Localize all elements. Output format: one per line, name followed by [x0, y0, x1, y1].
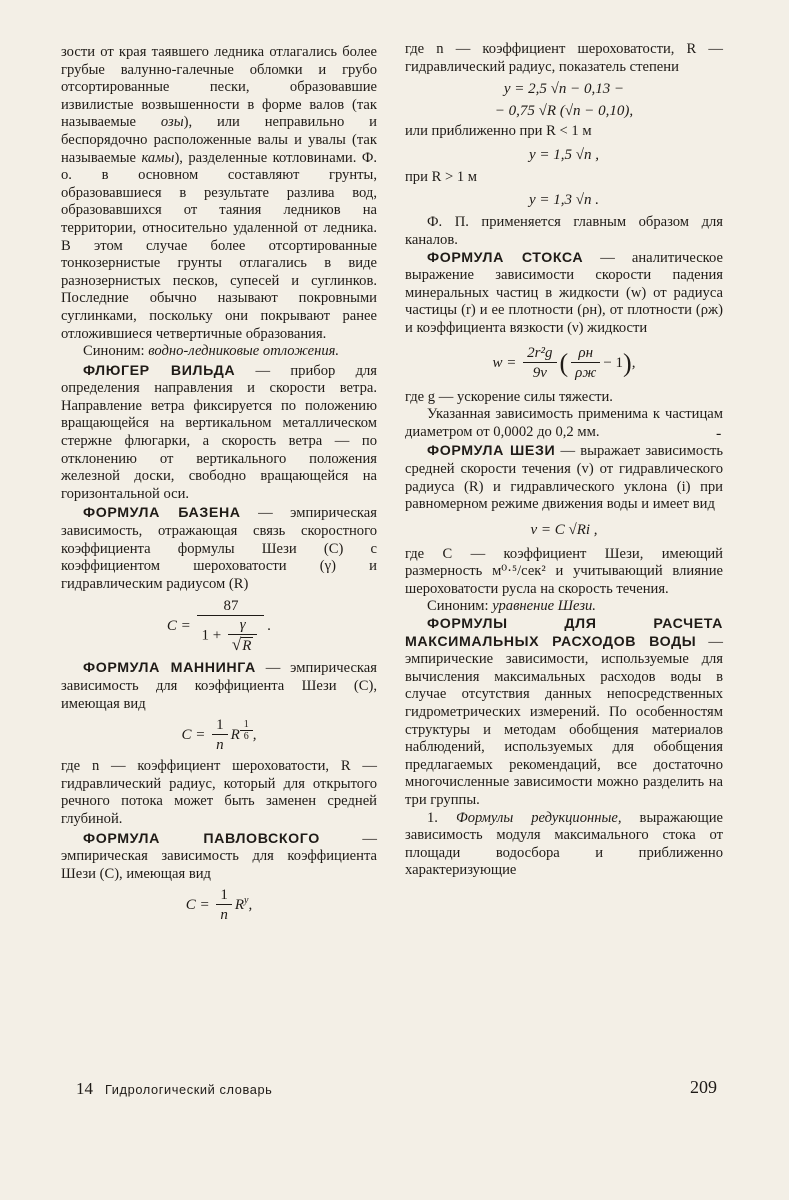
signature-number: 14	[76, 1079, 93, 1098]
formula-exponent-2: y = 1,5 √n ,	[528, 146, 599, 163]
formula-exponent-1a: y = 2,5 √n − 0,13 −	[503, 81, 625, 98]
paragraph-ozy-continuation: зости от края таявшего ледника отлагались более грубые валунно-галечные обломки и грубо отсортированные пески, образовавшие извилистые возвышенности в форме валов (так называемые озы), или неправильно и беспорядочно расположенные валы и увалы (так называемые камы), разделенные котловинами. Ф. о. в основном составляют грунты, образовавшиеся в результате разлива вод, образовавшихся от таяния ледников на территории, относительно удаленной от ледника. В этом случае более отсортированные тонкозернистые грунты отлагались в виде разнозернистых песков, супесей и суглинков. Последние обычно называют покровными суглинками, поскольку они покрывают ранее отложившиеся четвертичные образования.	[61, 44, 377, 342]
entry-term: ФОРМУЛА БАЗЕНА	[83, 505, 241, 522]
pavlovsky-usage: Ф. П. применяется главным образом для каналов.	[405, 214, 723, 248]
page-number: 209	[690, 1077, 717, 1097]
entry-formula-pavlovskogo: ФОРМУЛА ПАВЛОВСКОГО — эмпирическая зависимость для коэффициента Шези (C), имеющая вид	[61, 830, 377, 882]
print-mark: -	[716, 425, 722, 442]
entry-term: ФОРМУЛА ПАВЛОВСКОГО	[83, 830, 320, 847]
stokes-explanation: где g — ускорение силы тяжести.	[405, 388, 613, 405]
list-item-reduction-formulas: 1. Формулы редукционные, выражающие зависимость модуля максимального стока от площади водосбора и приближенно характеризующие	[405, 809, 724, 879]
approx-condition-2: при R > 1 м	[405, 168, 478, 185]
synonym-chezy: Синоним: уравнение Шези.	[427, 598, 596, 615]
formula-bazena: C = 87 1 + $\frac{\gamma}{√R}$ .	[166, 598, 272, 655]
entry-formula-shezi: ФОРМУЛА ШЕЗИ — выражает зависимость средней скорости течения (v) от гидравлического радиуса (R) и гидравлического уклона (i) при равномерном режиме движения воды и имеет вид	[405, 443, 724, 513]
pavlovsky-explanation: где n — коэффициент шероховатости, R — гидравлический радиус, показатель степени	[405, 41, 723, 75]
synonym-fluvioglacial: Синоним: водно-ледниковые отложения.	[83, 343, 340, 360]
formula-exponent-1b: − 0,75 √R (√n − 0,10),	[494, 103, 634, 120]
formula-shezi: v = C √Ri ,	[530, 521, 598, 538]
footer-left	[76, 1079, 272, 1099]
stokes-applicability: Указанная зависимость применима к частицам диаметром от 0,0002 до 0,2 мм.	[405, 406, 723, 440]
entry-formula-bazena: ФОРМУЛА БАЗЕНА — эмпирическая зависимость, отражающая связь скоростного коэффициента формулы Шези (C) с коэффициентом шероховатости (γ) и гидравлическим радиусом (R)	[61, 505, 377, 592]
entry-fluger-vilda: ФЛЮГЕР ВИЛЬДА — прибор для определения направления и скорости ветра. Направление ветра фиксируется по положению вращающейся на вертикальном металлическом стержне флюгарки, а скорость ветра — по отклонению от вертикального положения железной доски, свободно вращающейся на горизонтальной оси.	[61, 362, 377, 502]
approx-condition-1: или приближенно при R < 1 м	[405, 123, 592, 140]
chezy-explanation: где C — коэффициент Шези, имеющий размерность м⁰·⁵/сек² и учитывающий влияние шероховатости русла на скорость течения.	[405, 545, 723, 597]
book-title: Гидрологический словарь	[105, 1082, 273, 1097]
entry-term: ФОРМУЛА МАННИНГА	[83, 660, 256, 677]
entry-term: ФЛЮГЕР ВИЛЬДА	[83, 362, 236, 379]
entry-formulas-max-flow: ФОРМУЛЫ ДЛЯ РАСЧЕТА МАКСИМАЛЬНЫХ РАСХОДОВ ВОДЫ — эмпирические зависимости, используемые для вычисления максимальных расходов воды в случае отсутствия данных непосредственных гидрометрических измерений. По особенностям структуры и методам обобщения материалов наблюдений, используемых для обобщения предлагаемых рекомендаций, все достаточно многочисленные зависимости можно разделить на три группы.	[405, 616, 723, 808]
formula-pavlovskogo: C = $\frac{1}{n}$ $R^y$,	[185, 887, 253, 924]
left-column	[61, 44, 377, 928]
entry-formula-stoksa: ФОРМУЛА СТОКСА — аналитическое выражение зависимости скорости падения минеральных частиц в жидкости (w) от радиуса частицы (r) и ее плотности (ρн), от плотности (ρж) и коэффициента вязкости (ν) жидкости	[405, 249, 723, 336]
right-column	[405, 41, 723, 880]
entry-term: ФОРМУЛА ШЕЗИ	[427, 443, 556, 460]
formula-manninga: C = $\frac{1}{n}$ R $^{\frac{1}{6}}$ ,	[181, 717, 257, 754]
entry-term: ФОРМУЛА СТОКСА	[427, 249, 584, 266]
entry-formula-manninga: ФОРМУЛА МАННИНГА — эмпирическая зависимость для коэффициента Шези (C), имеющая вид	[61, 660, 377, 712]
manning-explanation: где n — коэффициент шероховатости, R — гидравлический радиус, который для открытого речного потока может быть заменен средней глубиной.	[61, 758, 377, 827]
entry-term: ФОРМУЛЫ ДЛЯ РАСЧЕТА МАКСИМАЛЬНЫХ РАСХОДОВ ВОДЫ	[405, 616, 723, 650]
formula-exponent-3: y = 1,3 √n .	[528, 192, 599, 209]
formula-stoksa: w = $\frac{\text{2r²g}}{9\nu}$ ( $\frac{\rho н}{\rho ж}$ − 1),	[492, 344, 636, 381]
